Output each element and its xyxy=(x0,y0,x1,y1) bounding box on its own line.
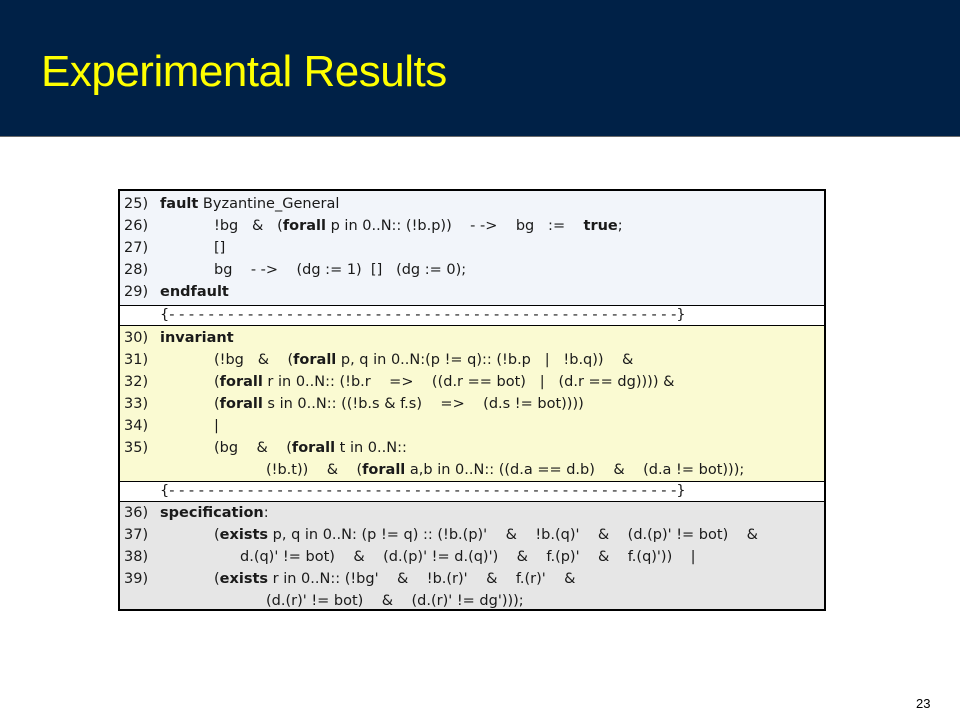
separator-2 xyxy=(120,481,824,502)
line-number: 33) xyxy=(124,396,149,412)
code-text: specification: xyxy=(160,505,269,521)
code-text: (forall s in 0..N:: ((!b.s & f.s) => (d.s != bot)))) xyxy=(214,396,584,412)
slide-header xyxy=(0,0,960,137)
code-text: endfault xyxy=(160,284,229,300)
specification-section xyxy=(120,502,824,609)
line-number: 36) xyxy=(124,505,149,521)
line-number: 38) xyxy=(124,549,149,565)
code-listing xyxy=(118,189,826,611)
code-text: (exists p, q in 0..N: (p != q) :: (!b.(p)' & !b.(q)' & (d.(p)' != bot) & xyxy=(214,527,758,543)
code-text: !bg & (forall p in 0..N:: (!b.p)) - -> bg := true; xyxy=(214,218,623,234)
line-number: 39) xyxy=(124,571,149,587)
code-text: fault Byzantine_General xyxy=(160,196,340,212)
separator-text: {- - - - - - - - - - - - - - - - - - - - - - - - - - - - - - - - - - - - - - - - - - - - - - - - - - - -} xyxy=(160,483,686,499)
line-number: 27) xyxy=(124,240,149,256)
code-text: (d.(r)' != bot) & (d.(r)' != dg'))); xyxy=(266,593,524,609)
code-text: (bg & (forall t in 0..N:: xyxy=(214,440,407,456)
code-text: invariant xyxy=(160,330,234,346)
code-text: | xyxy=(214,418,219,434)
line-number: 31) xyxy=(124,352,149,368)
line-number: 34) xyxy=(124,418,149,434)
line-number: 30) xyxy=(124,330,149,346)
line-number: 37) xyxy=(124,527,149,543)
code-text: (forall r in 0..N:: (!b.r => ((d.r == bot) | (d.r == dg)))) & xyxy=(214,374,675,390)
line-number: 32) xyxy=(124,374,149,390)
code-text: (!b.t)) & (forall a,b in 0..N:: ((d.a == d.b) & (d.a != bot))); xyxy=(266,462,745,478)
code-text: d.(q)' != bot) & (d.(p)' != d.(q)') & f.(p)' & f.(q)')) | xyxy=(240,549,696,565)
separator-text: {- - - - - - - - - - - - - - - - - - - - - - - - - - - - - - - - - - - - - - - - - - - - - - - - - - - -} xyxy=(160,307,686,323)
line-number: 29) xyxy=(124,284,149,300)
code-text: bg - -> (dg := 1) [] (dg := 0); xyxy=(214,262,467,278)
code-text: (!bg & (forall p, q in 0..N:(p != q):: (!b.p | !b.q)) & xyxy=(214,352,634,368)
fault-section xyxy=(120,191,824,305)
line-number: 26) xyxy=(124,218,149,234)
page-number: 23 xyxy=(916,696,931,711)
line-number: 35) xyxy=(124,440,149,456)
separator-1 xyxy=(120,305,824,326)
invariant-section xyxy=(120,326,824,481)
slide-title: Experimental Results xyxy=(41,47,447,96)
code-text: (exists r in 0..N:: (!bg' & !b.(r)' & f.(r)' & xyxy=(214,571,576,587)
line-number: 28) xyxy=(124,262,149,278)
code-text: [] xyxy=(214,240,226,256)
line-number: 25) xyxy=(124,196,149,212)
